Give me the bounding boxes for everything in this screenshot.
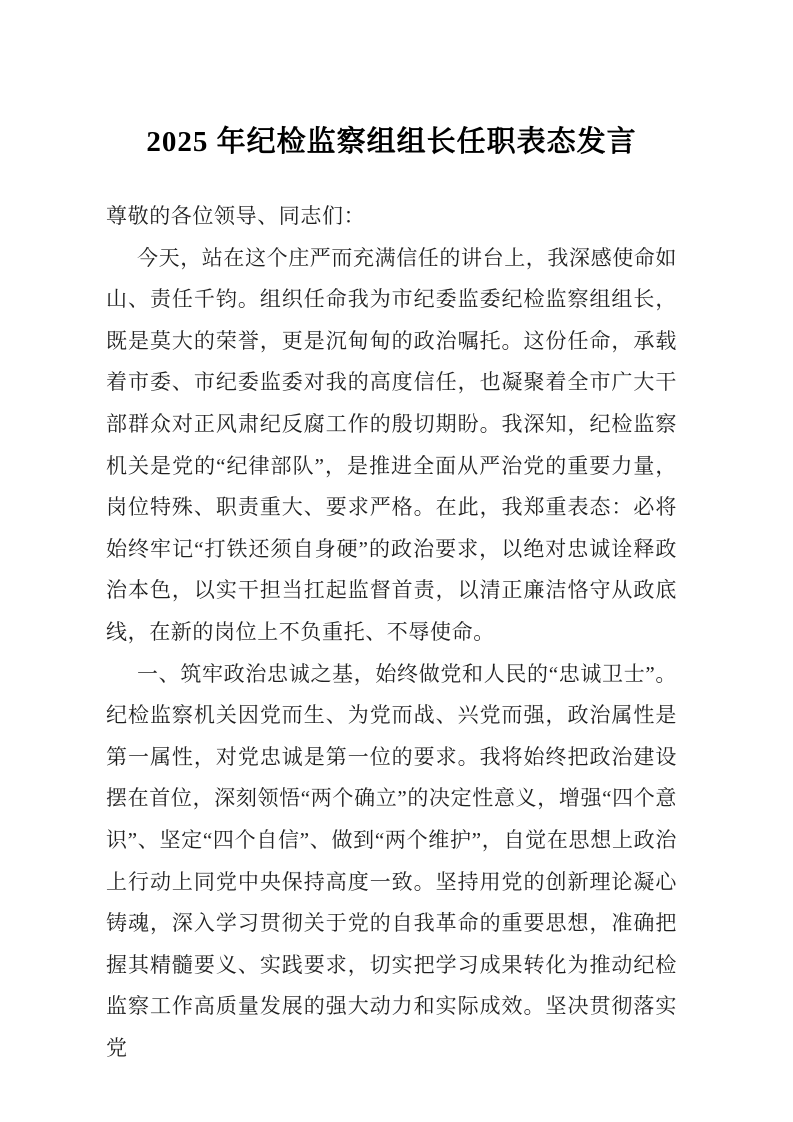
document-title: 2025 年纪检监察组组长任职表态发言 xyxy=(146,126,637,158)
body-paragraph: 今天，站在这个庄严而充满信任的讲台上，我深感使命如山、责任千钧。组织任命我为市纪委监委纪检监察组组长，既是莫大的荣誉，更是沉甸甸的政治嘱托。这份任命，承载着市委、市纪委监委对我的高度信任，也凝聚着全市广大干部群众对正风肃纪反腐工作的殷切期盼。我深知，纪检监察机关是党的“纪律部队”，是推进全面从严治党的重要力量，岗位特殊、职责重大、要求严格。在此，我郑重表态：必将始终牢记“打铁还须自身硬”的政治要求，以绝对忠诚诠释政治本色，以实干担当扛起监督首责，以清正廉洁恪守从政底线，在新的岗位上不负重托、不辱使命。 xyxy=(106,245,677,644)
salutation-line: 尊敬的各位领导、同志们： xyxy=(106,204,366,228)
document-body xyxy=(106,238,677,1070)
body-paragraph: 一、筑牢政治忠诚之基，始终做党和人民的“忠诚卫士”。纪检监察机关因党而生、为党而战、兴党而强，政治属性是第一属性，对党忠诚是第一位的要求。我将始终把政治建设摆在首位，深刻领悟“两个确立”的决定性意义，增强“四个意识”、坚定“四个自信”、做到“两个维护”，自觉在思想上政治上行动上同党中央保持高度一致。坚持用党的创新理论凝心铸魂，深入学习贯彻关于党的自我革命的重要思想，准确把握其精髓要义、实践要求，切实把学习成果转化为推动纪检监察工作高质量发展的强大动力和实际成效。坚决贯彻落实党 xyxy=(106,661,677,1060)
